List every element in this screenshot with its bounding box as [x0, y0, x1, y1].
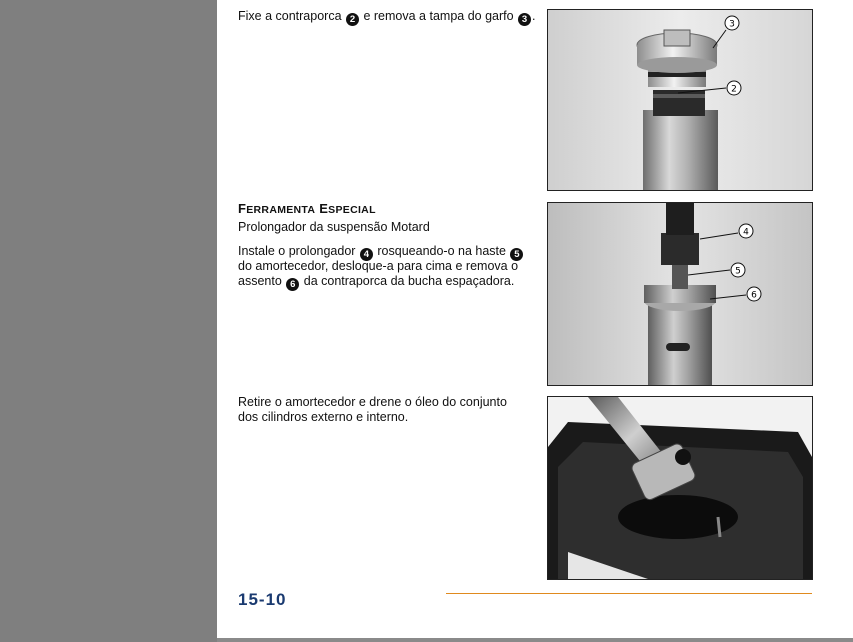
callout-number: 3: [729, 19, 735, 30]
heading-initial-2: E: [319, 201, 329, 216]
text-run: da contraporca da bucha espaçadora.: [300, 274, 515, 288]
footer-rule: [446, 593, 812, 594]
text-run: Instale o prolongador: [238, 244, 359, 258]
step2-line-3: [238, 274, 514, 291]
special-tool-heading: [238, 201, 376, 216]
step1-instruction: [238, 9, 538, 26]
callout-4: [739, 224, 753, 238]
reference-number-badge: 2: [346, 13, 359, 26]
fork-cap-callouts: [548, 10, 812, 190]
callout-2: [727, 81, 741, 95]
special-tool-name: Prolongador da suspensão Motard: [238, 220, 430, 234]
callout-number: 5: [735, 266, 741, 277]
left-gutter: [0, 0, 217, 642]
step3-line-2: dos cilindros externo e interno.: [238, 410, 409, 424]
figure-extender-tool: [547, 202, 813, 386]
extender-tool-callouts: [548, 203, 812, 385]
figure-oil-drain: [547, 396, 813, 580]
callout-number: 2: [731, 84, 737, 95]
callout-5: [731, 263, 745, 277]
heading-rest-2: SPECIAL: [328, 204, 376, 216]
callout-number: 4: [743, 227, 749, 238]
heading-rest-1: ERRAMENTA: [246, 204, 316, 216]
reference-number-badge: 6: [286, 278, 299, 291]
oil-drain-illustration: [548, 397, 812, 579]
page-number: 15-10: [238, 590, 287, 609]
callout-number: 6: [751, 290, 757, 301]
reference-number-badge: 5: [510, 248, 523, 261]
text-run: assento: [238, 274, 286, 288]
text-run: e remova a tampa do garfo: [360, 9, 518, 23]
text-run: Fixe a contraporca: [238, 9, 345, 23]
figure-fork-cap: [547, 9, 813, 191]
reference-number-badge: 3: [518, 13, 531, 26]
callout-6: [747, 287, 761, 301]
callout-3: [725, 16, 739, 30]
step2-line-2: [238, 259, 518, 274]
text-run: rosqueando-o na haste: [373, 244, 510, 258]
heading-initial-1: F: [238, 201, 247, 216]
reference-number-badge: 4: [360, 248, 373, 261]
text-run: .: [532, 9, 536, 23]
text-run: do amortecedor, desloque-a para cima e remova o: [238, 259, 519, 273]
step3-line-1: Retire o amortecedor e drene o óleo do conjunto: [238, 395, 507, 409]
page-bottom-edge: [217, 638, 853, 642]
